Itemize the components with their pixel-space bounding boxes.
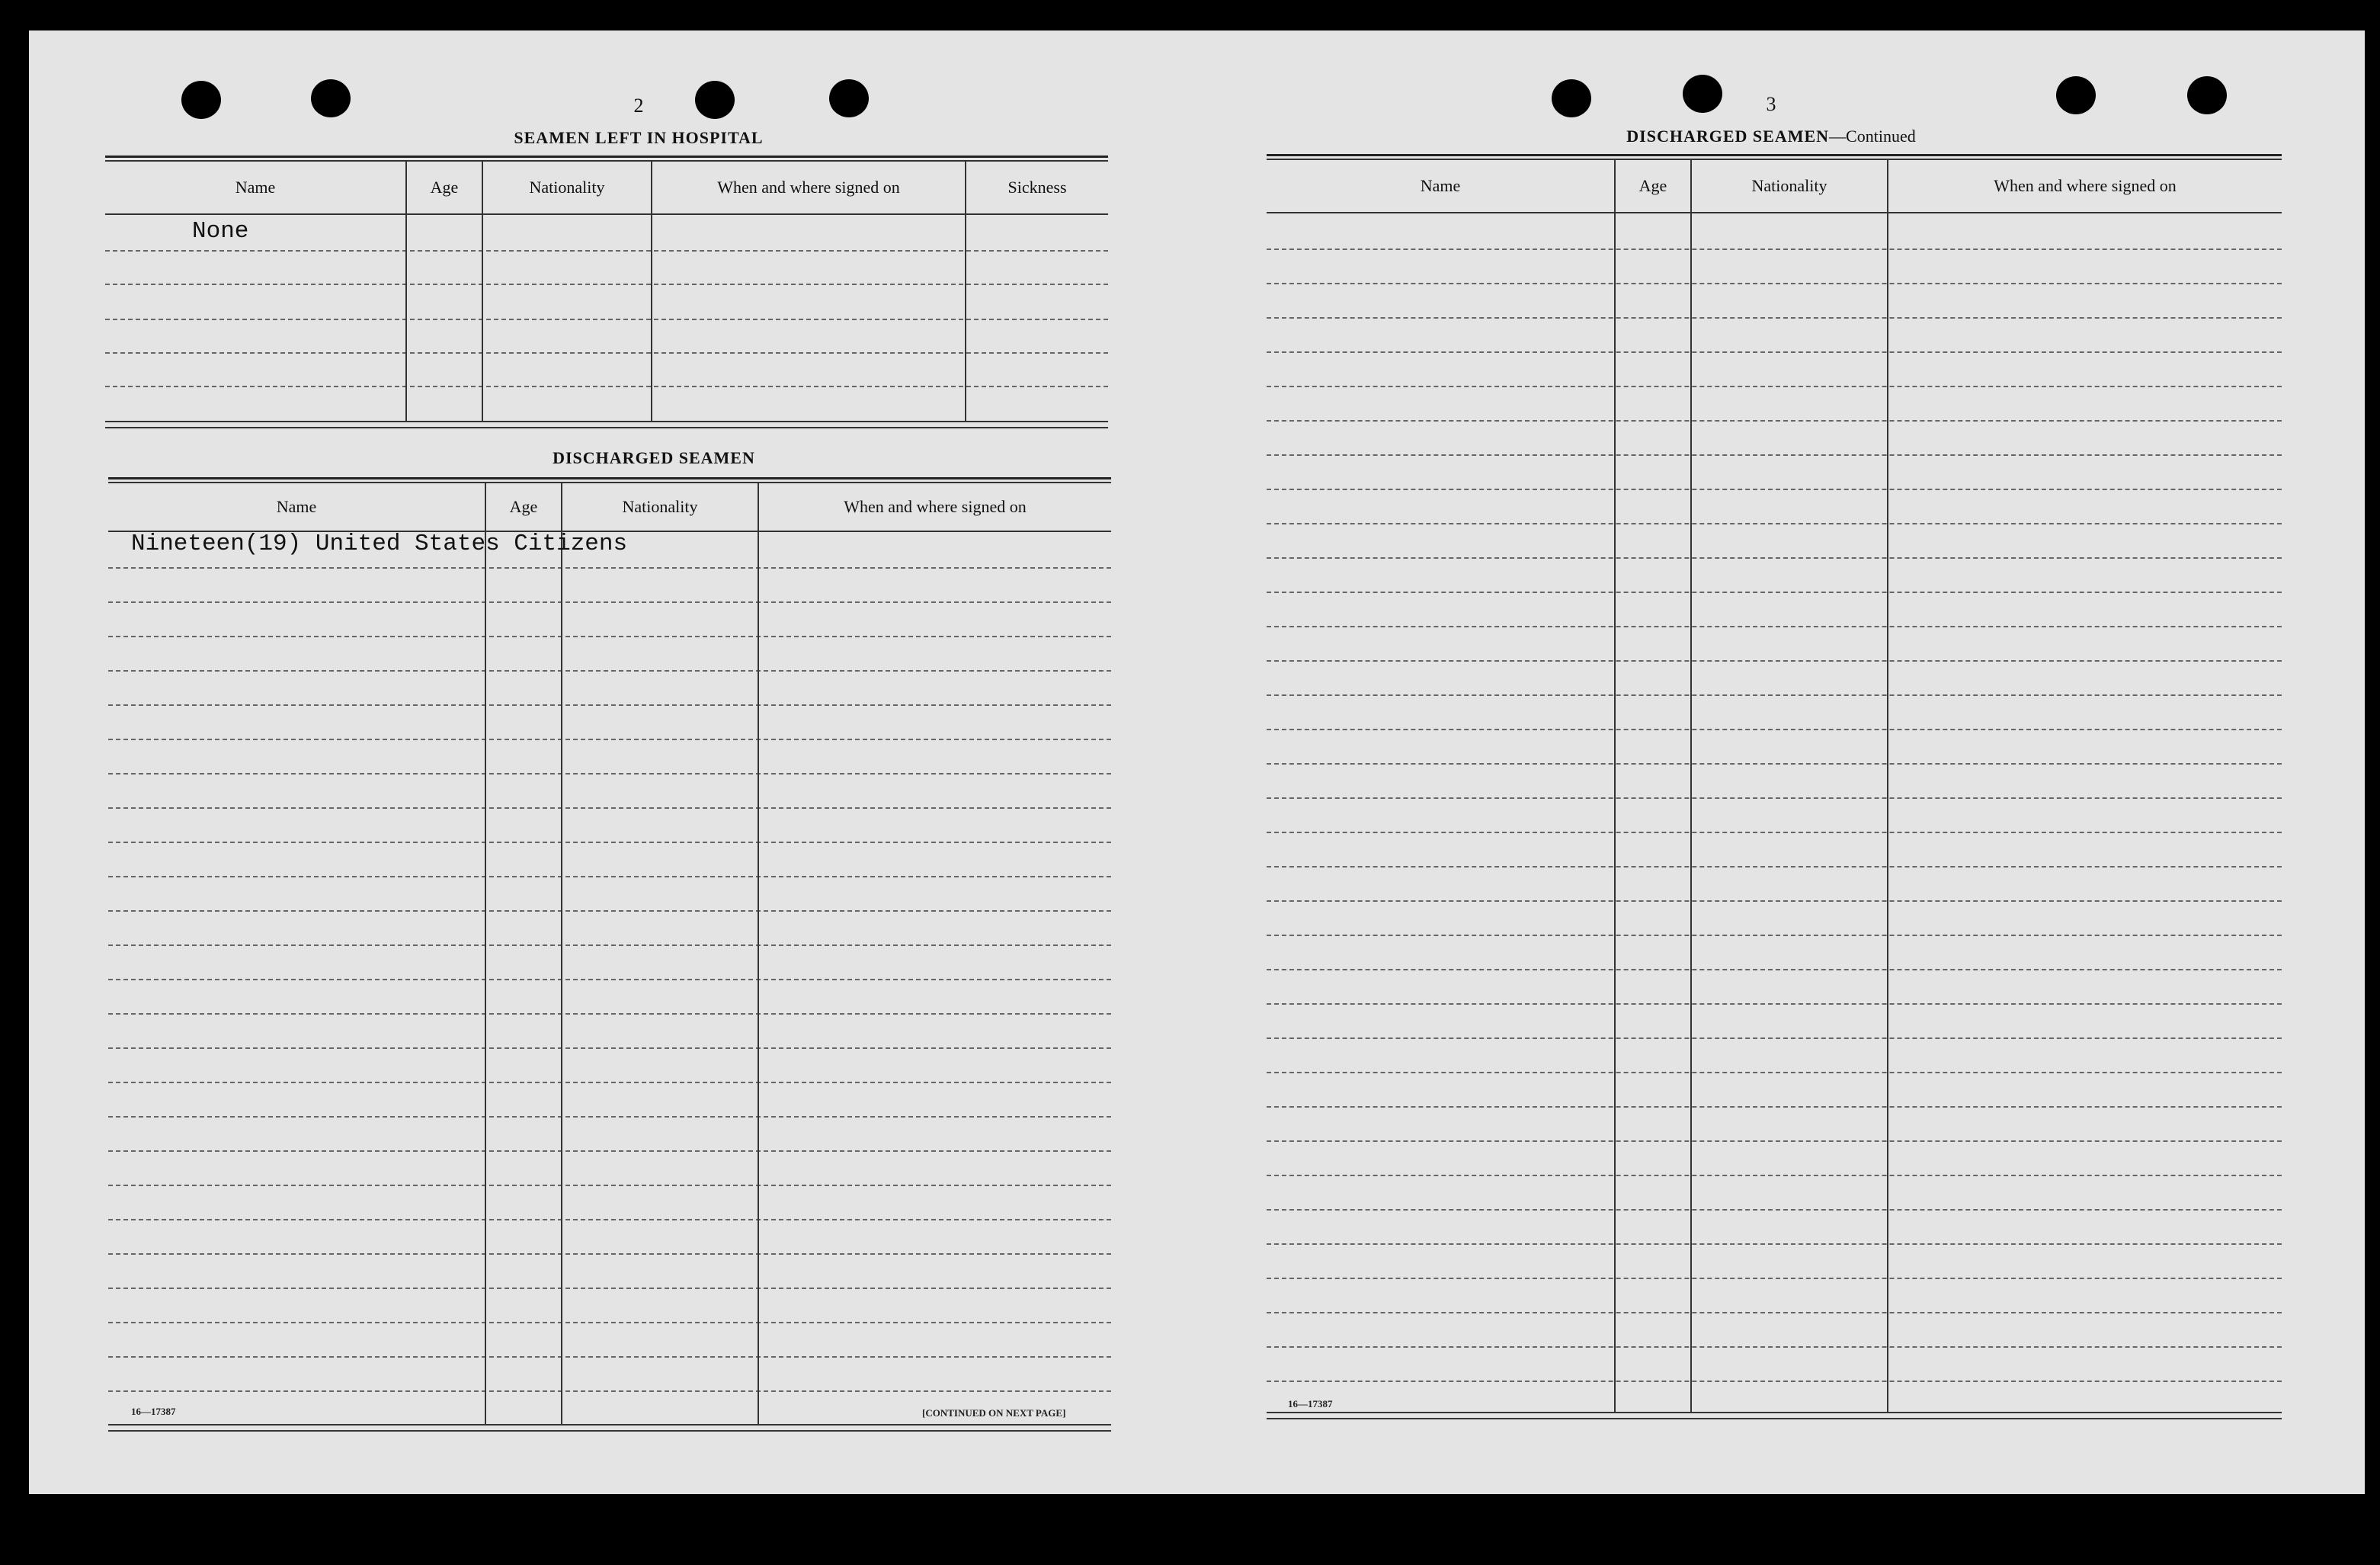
punch-hole — [829, 79, 869, 117]
punch-hole — [311, 79, 351, 117]
form-number-left: 16—17387 — [131, 1406, 176, 1417]
hospital-col-sickness: Sickness — [1007, 178, 1067, 197]
page-number-left: 2 — [633, 95, 644, 117]
hospital-entry: None — [192, 218, 249, 245]
punch-hole — [2187, 76, 2227, 114]
hospital-col-nationality: Nationality — [529, 178, 605, 197]
discharged-continued-suffix: —Continued — [1829, 127, 1916, 146]
punch-hole — [181, 81, 221, 119]
discharged-section-title: DISCHARGED SEAMEN — [553, 448, 755, 467]
scanned-form-spread — [29, 30, 2365, 1494]
page-number-right: 3 — [1766, 93, 1776, 115]
discharged-continued-title — [1466, 127, 2076, 146]
discharged-col-when-where: When and where signed on — [844, 497, 1027, 516]
hospital-section-title: SEAMEN LEFT IN HOSPITAL — [514, 128, 764, 147]
right-col-when-where: When and where signed on — [1994, 176, 2177, 195]
discharged-continued-title-main: DISCHARGED SEAMEN — [1626, 127, 1830, 146]
right-col-name: Name — [1420, 176, 1461, 195]
discharged-col-age: Age — [509, 497, 538, 516]
continued-note: [CONTINUED ON NEXT PAGE] — [922, 1407, 1066, 1419]
right-col-nationality: Nationality — [1751, 176, 1827, 195]
hospital-col-name: Name — [235, 178, 276, 197]
punch-hole — [2056, 76, 2096, 114]
punch-hole — [1552, 79, 1591, 117]
discharged-col-nationality: Nationality — [622, 497, 698, 516]
punch-hole — [695, 81, 735, 119]
discharged-table-left — [108, 477, 1111, 1438]
right-col-age: Age — [1638, 176, 1667, 195]
hospital-col-age: Age — [430, 178, 459, 197]
discharged-entry: Nineteen(19) United States Citizens — [131, 531, 628, 557]
discharged-table-right — [1267, 154, 2282, 1427]
hospital-table — [105, 156, 1108, 457]
discharged-col-name: Name — [276, 497, 317, 516]
hospital-col-when-where: When and where signed on — [717, 178, 900, 197]
punch-hole — [1683, 75, 1722, 113]
form-number-right: 16—17387 — [1288, 1398, 1333, 1409]
